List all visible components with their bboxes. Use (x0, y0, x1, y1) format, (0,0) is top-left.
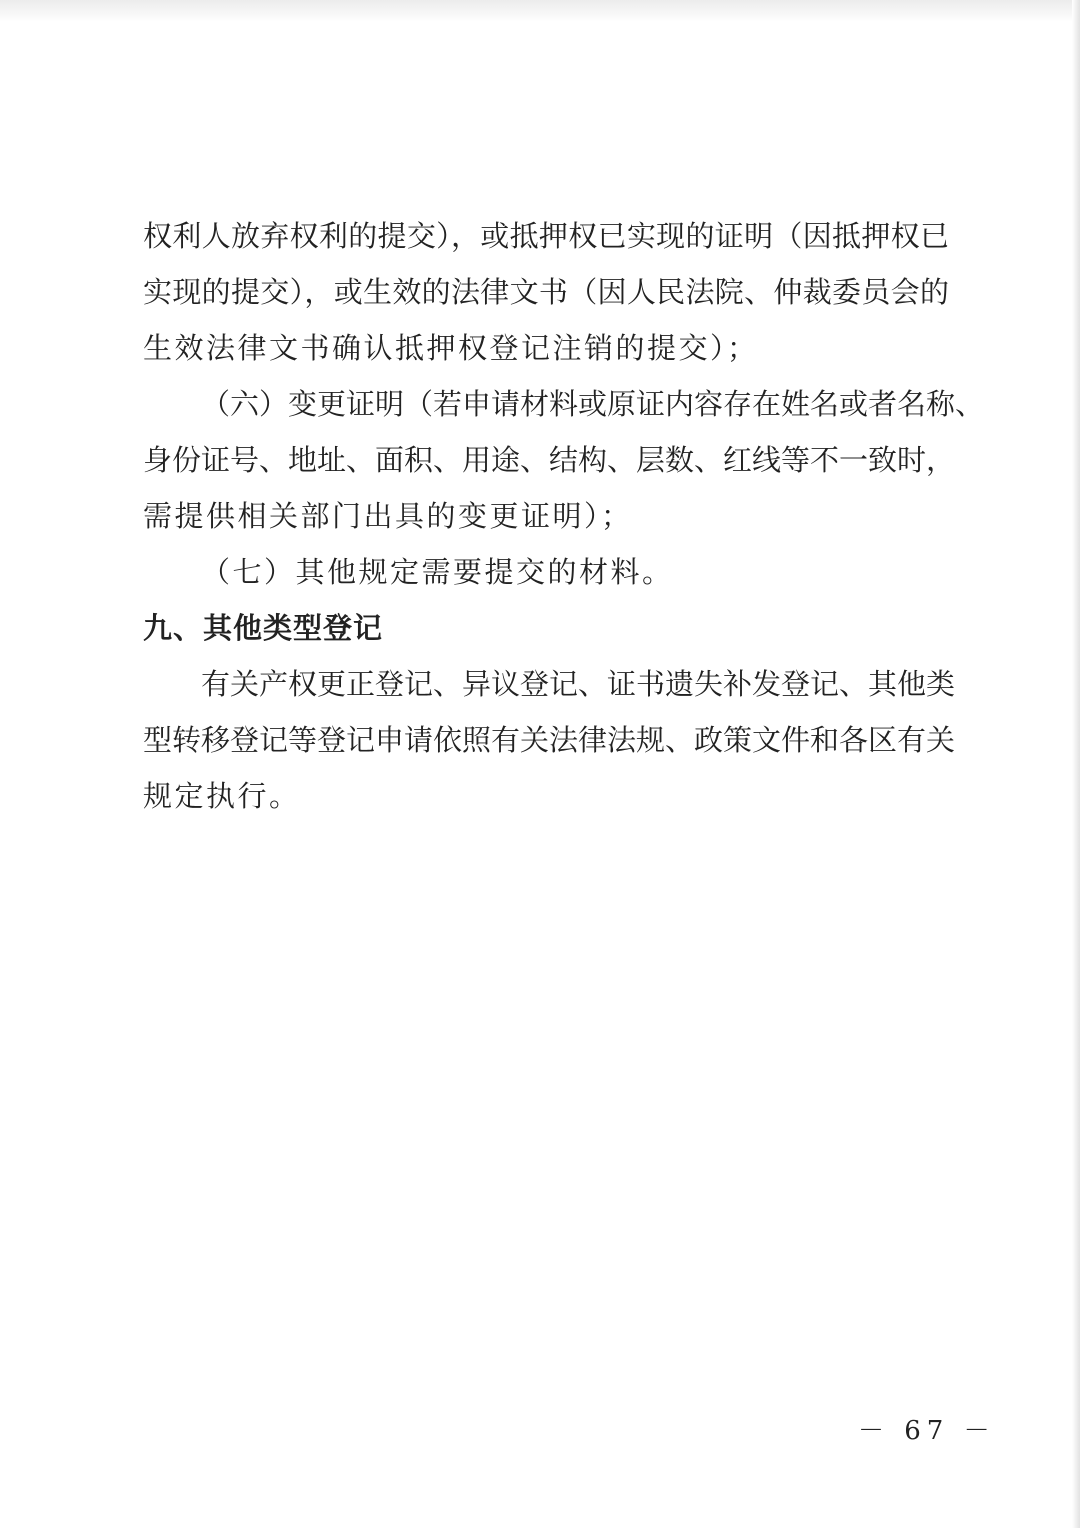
text-line: 身份证号、地址、面积、用途、结构、层数、红线等不一致时， (143, 443, 956, 477)
text-line: （七）其他规定需要提交的材料。 (201, 555, 674, 589)
scan-top-edge (0, 0, 1080, 22)
text-line: 生效法律文书确认抵押权登记注销的提交）； (143, 331, 759, 365)
item-7-paragraph (143, 544, 949, 600)
scan-right-edge (1072, 0, 1080, 1528)
page-number: － 67 － (858, 1416, 996, 1446)
continuation-paragraph (143, 208, 949, 376)
text-line: 型转移登记等登记申请依照有关法律法规、政策文件和各区有关 (143, 723, 956, 757)
text-line: 实现的提交），或生效的法律文书（因人民法院、仲裁委员会的 (143, 275, 949, 309)
text-line: （六）变更证明（若申请材料或原证内容存在姓名或者名称、 (201, 387, 985, 421)
section-9-paragraph (143, 656, 956, 824)
text-line: 有关产权更正登记、异议登记、证书遗失补发登记、其他类 (201, 667, 956, 701)
document-body (143, 208, 985, 824)
text-line: 规定执行。 (143, 779, 301, 813)
section-9-heading: 九、其他类型登记 (143, 611, 384, 645)
item-6-paragraph (143, 376, 985, 544)
text-line: 权利人放弃权利的提交），或抵押权已实现的证明（因抵押权已 (143, 219, 949, 253)
text-line: 需提供相关部门出具的变更证明）； (143, 499, 633, 533)
